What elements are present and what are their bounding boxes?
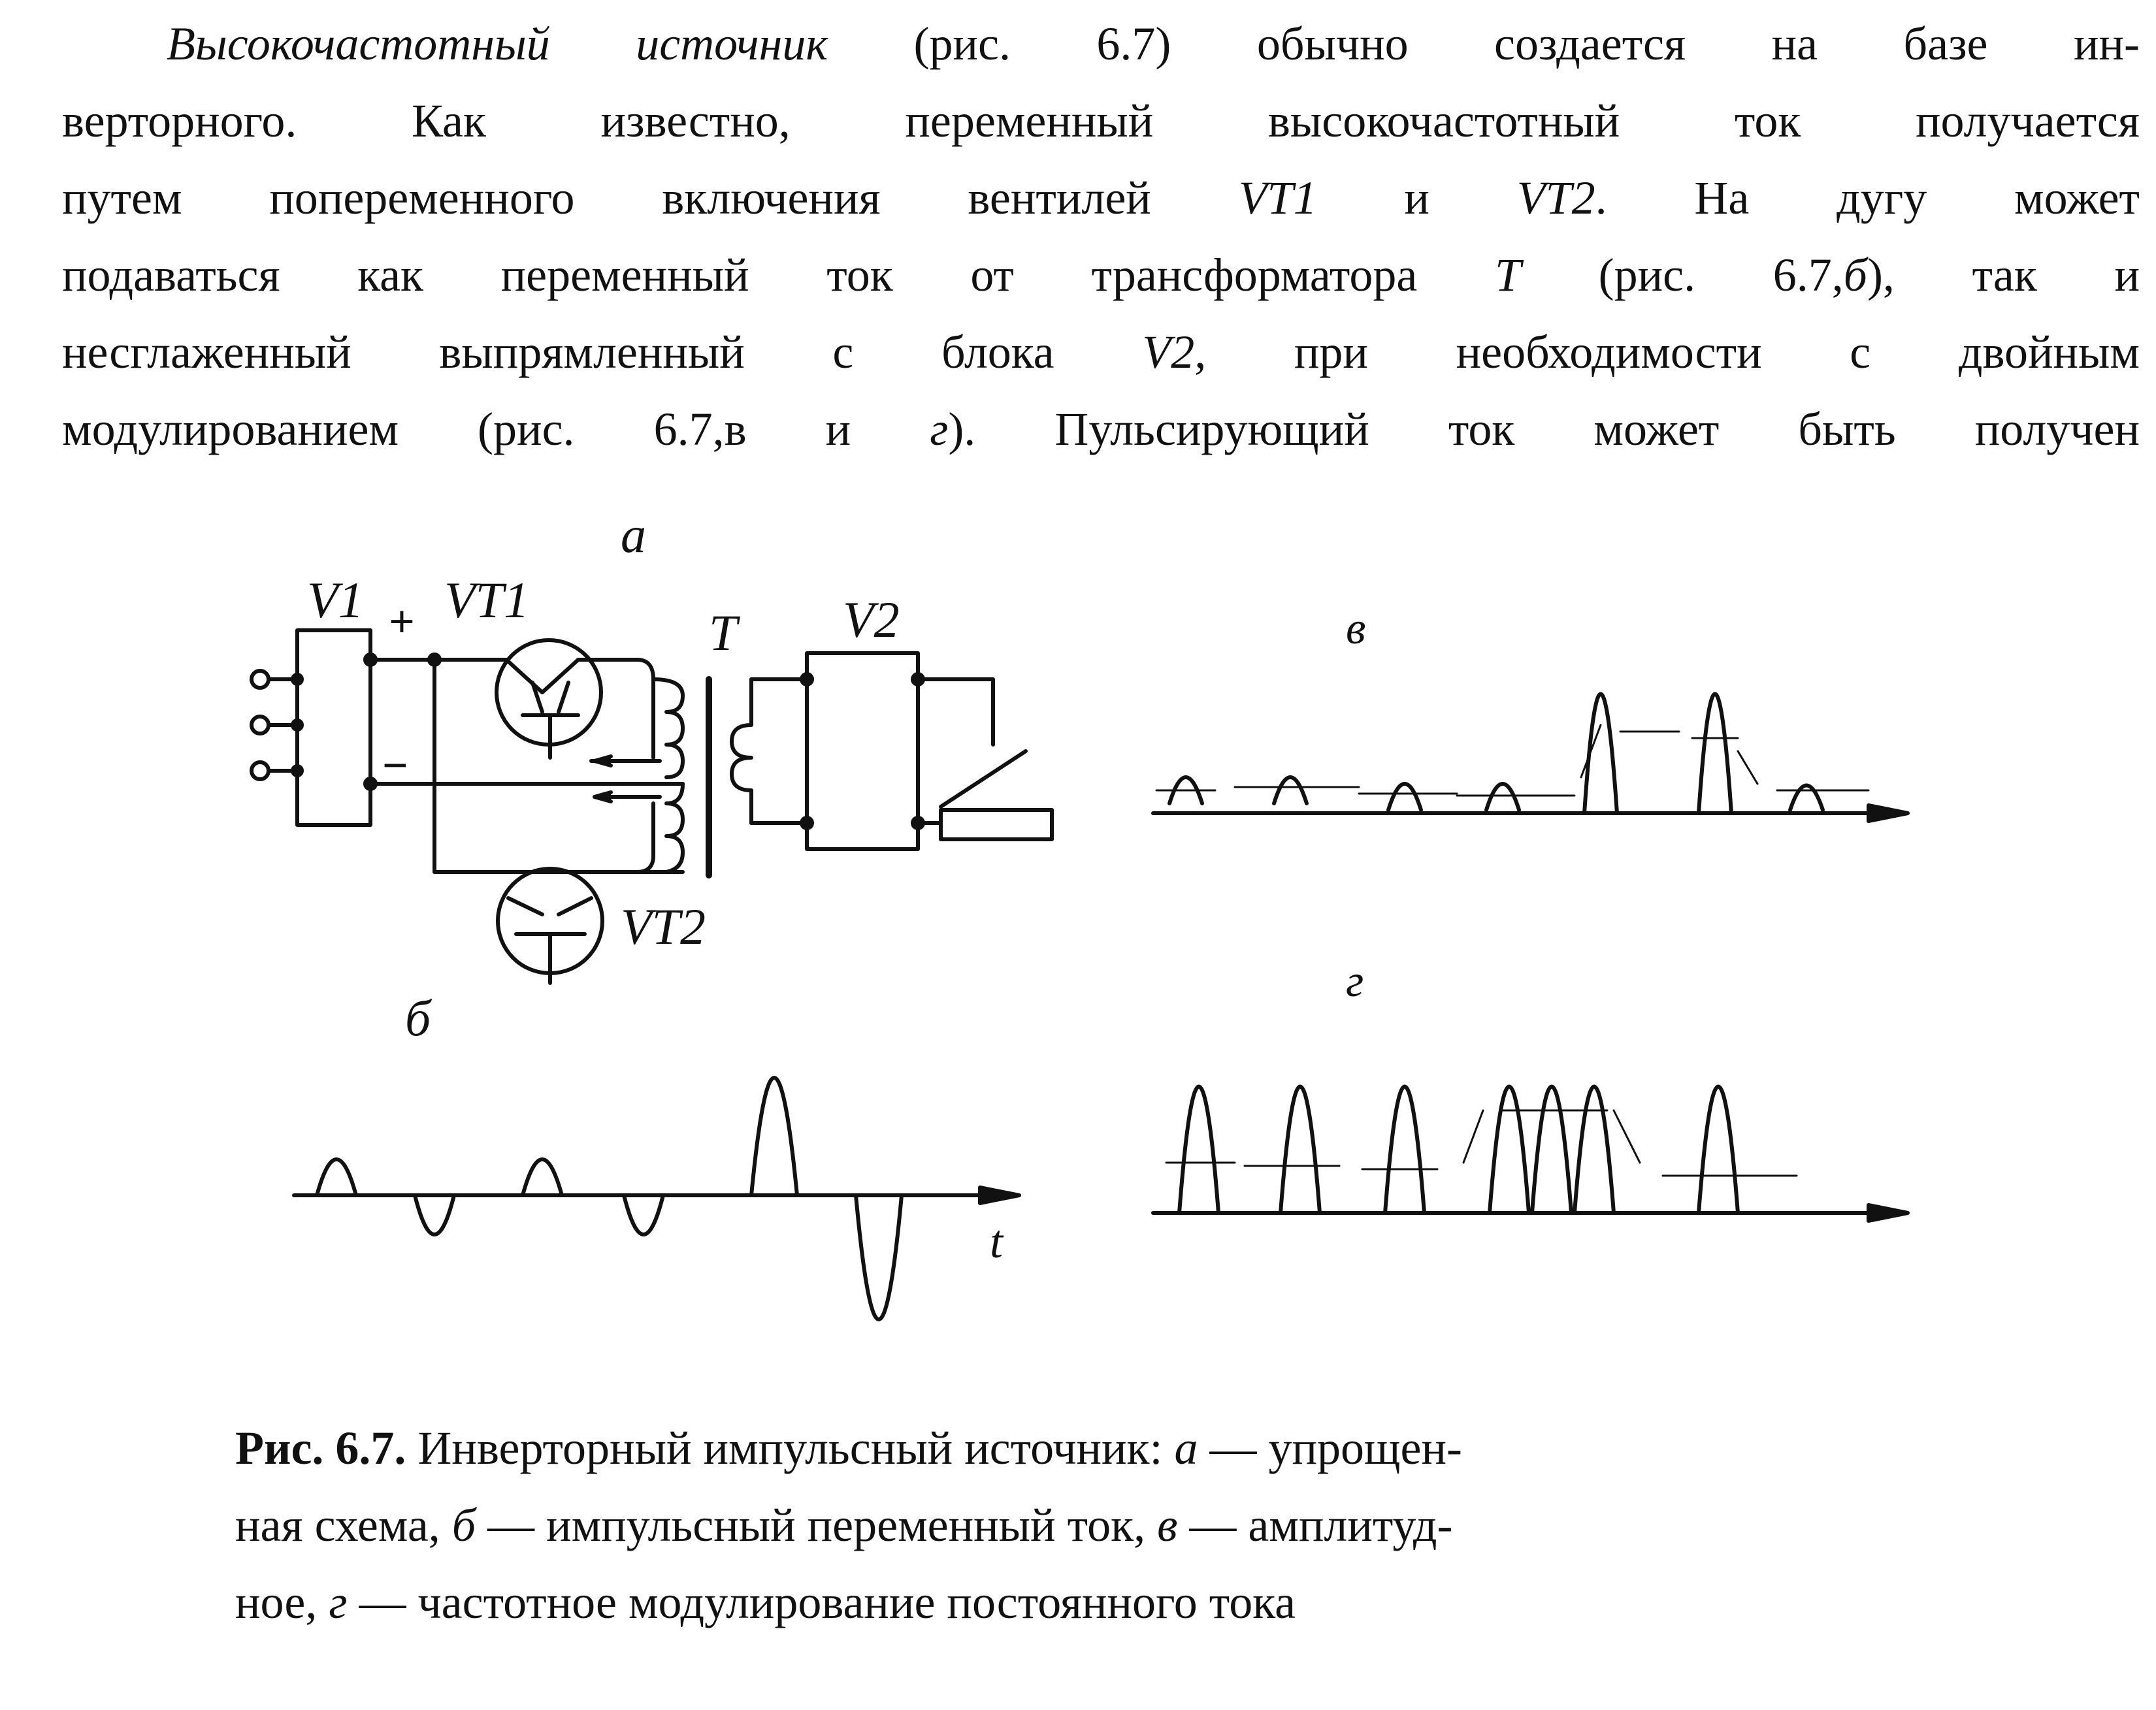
text: ное, xyxy=(235,1576,329,1628)
text: подаваться как переменный ток от трансформатора xyxy=(62,249,1495,301)
text: ), так и xyxy=(1867,249,2140,301)
label-t: T xyxy=(709,604,738,661)
figure-caption xyxy=(235,1410,2038,1641)
text: . На дугу может xyxy=(1595,172,2140,224)
text: а xyxy=(1174,1422,1198,1474)
arc-load xyxy=(918,679,1052,839)
text: модулированием (рис. 6.7,в и xyxy=(62,403,930,455)
plus-sign: + xyxy=(389,597,415,647)
minus-sign: − xyxy=(382,741,408,791)
text: — амплитуд- xyxy=(1177,1499,1453,1551)
label-v1: V1 xyxy=(307,572,364,628)
symbol-b: б xyxy=(1843,249,1867,301)
symbol-vt1: VT1 xyxy=(1238,172,1317,224)
symbol-g: г xyxy=(930,403,949,455)
t-axis-label: t xyxy=(990,1216,1004,1268)
input-terminals xyxy=(252,671,302,779)
text: (рис. 6.7) обычно создается на базе ин- xyxy=(828,18,2140,70)
symbol-vt2: VT2 xyxy=(1516,172,1595,224)
label-b: б xyxy=(405,990,431,1046)
caption-label: Рис. 6.7. xyxy=(235,1422,406,1474)
text: ная схема, xyxy=(235,1499,452,1551)
t-axis-arrow xyxy=(980,1187,1019,1203)
caption-line-2 xyxy=(235,1487,2038,1564)
text: верторного. Как известно, переменный высокочастотный ток получается xyxy=(62,95,2140,147)
text: ). Пульсирующий ток может быть получен xyxy=(948,403,2140,455)
transformer-secondary xyxy=(732,679,807,823)
text: несглаженный выпрямленный с блока xyxy=(62,326,1143,378)
transistor-vt1 xyxy=(497,640,660,766)
waveform-b xyxy=(294,1078,1019,1319)
label-v2: V2 xyxy=(843,591,900,648)
text: Инверторный импульсный источник: xyxy=(406,1422,1175,1474)
text: и xyxy=(1316,172,1517,224)
text: б xyxy=(451,1499,476,1551)
text: — частотное модулирование постоянного тока xyxy=(347,1576,1296,1628)
symbol-v2: V2 xyxy=(1142,326,1195,378)
v2-block xyxy=(807,653,918,849)
text: (рис. 6.7, xyxy=(1521,249,1844,301)
text: в xyxy=(1157,1499,1178,1551)
label-vt2: VT2 xyxy=(621,898,706,955)
term-hf-source: Высокочастотный источник xyxy=(167,18,828,70)
text: — упрощен- xyxy=(1198,1422,1462,1474)
waveform-g xyxy=(1153,1087,1908,1221)
caption-line-3 xyxy=(235,1564,2038,1641)
label-g: г xyxy=(1346,956,1364,1007)
label-a: а xyxy=(621,506,646,563)
transformer-primary xyxy=(653,679,683,872)
symbol-t: T xyxy=(1494,249,1522,301)
circuit-diagram xyxy=(252,572,1052,983)
text: , при необходимости с двойным xyxy=(1194,326,2140,378)
label-vt1: VT1 xyxy=(444,572,530,628)
v1-block xyxy=(297,630,370,825)
text: путем попеременного включения вентилей xyxy=(62,172,1239,224)
caption-line-1 xyxy=(235,1410,2038,1487)
waveform-v xyxy=(1153,694,1908,822)
label-v: в xyxy=(1346,604,1366,654)
text: — импульсный переменный ток, xyxy=(476,1499,1158,1551)
text: г xyxy=(329,1576,348,1628)
